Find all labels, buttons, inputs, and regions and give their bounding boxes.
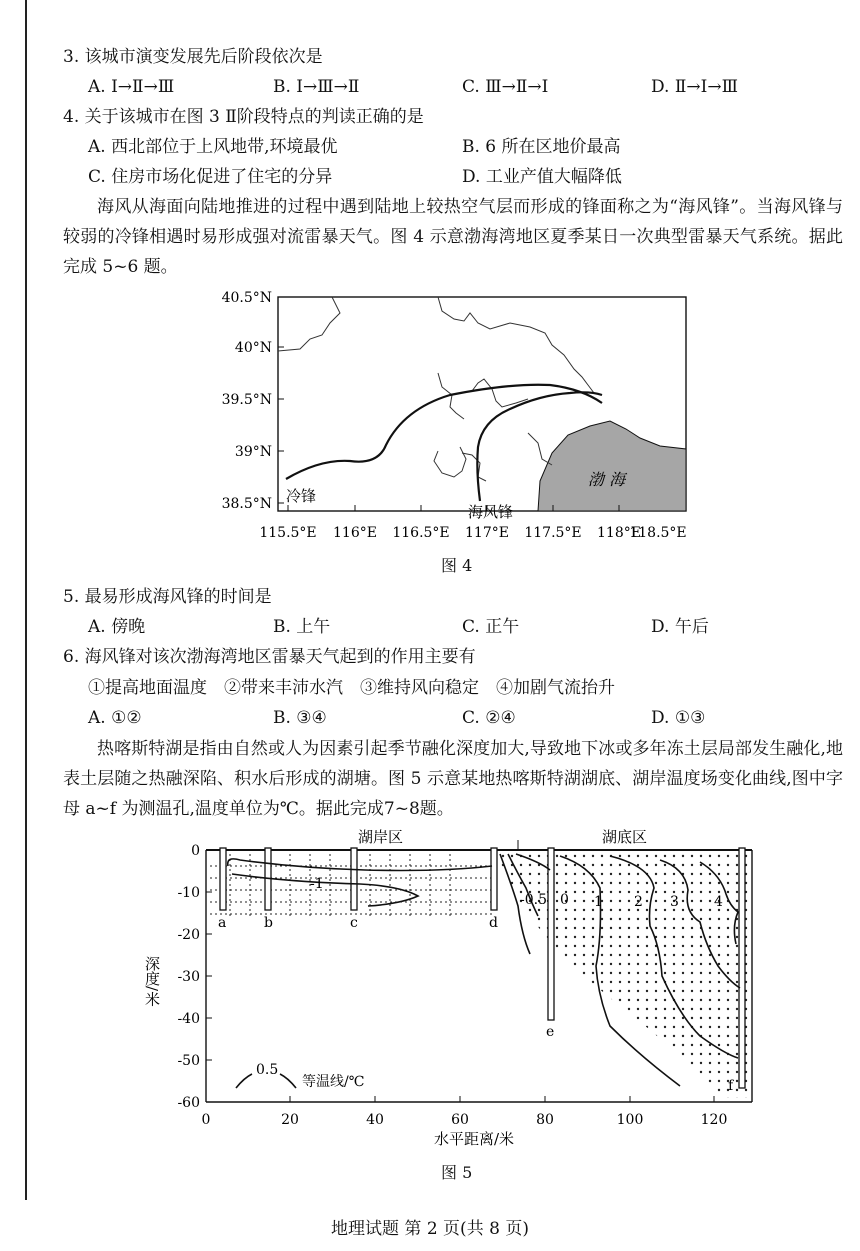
x-tick-label: 80	[536, 1112, 554, 1128]
legend-text: 等温线/℃	[302, 1074, 365, 1090]
isotherm-label: 4	[714, 894, 723, 910]
hole-label-d: d	[489, 915, 498, 931]
hole-label-f: f	[728, 1078, 734, 1094]
boundary-line	[438, 297, 594, 393]
y-tick-label: -60	[177, 1095, 200, 1111]
q3-stem: 3. 该城市演变发展先后阶段依次是	[63, 47, 323, 67]
hole-label-e: e	[546, 1024, 555, 1040]
y-tick-label: -10	[177, 885, 200, 901]
q4-option-a: A. 西北部位于上风地带,环境最优	[88, 137, 338, 157]
q5-option-a: A. 傍晚	[88, 617, 146, 637]
lake-bottom-zone	[500, 854, 752, 1098]
sea-breeze-front-label: 海风锋	[468, 503, 514, 521]
q4-stem: 4. 关于该城市在图 3 Ⅱ阶段特点的判读正确的是	[63, 107, 424, 127]
boundary-line	[278, 297, 340, 351]
figure-4-map	[210, 283, 700, 551]
isotherm-label: 0	[560, 892, 569, 908]
x-axis-label: 水平距离/米	[434, 1130, 515, 1148]
y-tick-label: -50	[177, 1053, 200, 1069]
isotherm-label: -0.5	[520, 892, 547, 908]
q4-option-b: B. 6 所在区地价最高	[462, 137, 621, 157]
q3-option-c: C. Ⅲ→Ⅱ→Ⅰ	[462, 77, 549, 97]
lon-label: 115.5°E	[259, 525, 317, 541]
lon-label: 118°E	[597, 525, 641, 541]
q5-option-d: D. 午后	[651, 617, 709, 637]
y-tick-label: -20	[177, 927, 200, 943]
x-tick-label: 0	[201, 1112, 211, 1128]
legend-value: 0.5	[256, 1062, 279, 1078]
hole-label-c: c	[350, 915, 358, 931]
q3-option-b: B. Ⅰ→Ⅲ→Ⅱ	[273, 77, 360, 97]
figure-5-caption: 图 5	[441, 1163, 473, 1182]
lon-label: 116.5°E	[392, 525, 450, 541]
boundary-line	[434, 447, 466, 477]
lat-label: 39.5°N	[221, 392, 272, 408]
lat-label: 38.5°N	[221, 496, 272, 512]
q6-option-a: A. ①②	[88, 708, 142, 728]
zone-shore-label: 湖岸区	[358, 828, 404, 846]
isotherm-label: 3	[670, 894, 679, 910]
intro-sea-breeze-text: 海风从海面向陆地推进的过程中遇到陆地上较热空气层而形成的锋面称之为“海风锋”。当海风锋与较弱的冷锋相遇时易形成强对流雷暴天气。图 4 示意渤海湾地区夏季某日一次典型雷暴天气系统。据此完成 5~6 题。	[63, 197, 843, 277]
isotherm-label: 2	[634, 894, 643, 910]
q4-option-c: C. 住房市场化促进了住宅的分异	[88, 167, 333, 187]
intro-thermokarst-text: 热喀斯特湖是指由自然或人为因素引起季节融化深度加大,导致地下冰或多年冻土层局部发生融化,地表土层随之热融深陷、积水后形成的湖塘。图 5 示意某地热喀斯特湖湖底、湖岸温度场变化曲线,图中字母 a~f 为测温孔,温度单位为℃。据此完成7~8题。	[63, 739, 843, 819]
borehole-e	[548, 848, 554, 1020]
isotherm-label: 1	[594, 894, 603, 910]
borehole-c	[351, 848, 357, 910]
lon-label: 116°E	[333, 525, 377, 541]
isotherm-legend	[236, 1062, 364, 1090]
q3-option-a: A. Ⅰ→Ⅱ→Ⅲ	[88, 77, 175, 97]
intro-thermokarst-lake	[63, 734, 843, 824]
zone-bottom-label: 湖底区	[602, 828, 648, 846]
q6-items: ①提高地面温度 ②带来丰沛水汽 ③维持风向稳定 ④加剧气流抬升	[88, 678, 615, 698]
figure-4-caption: 图 4	[441, 556, 473, 575]
y-tick-label: 0	[191, 843, 200, 859]
q5-option-b: B. 上午	[273, 617, 331, 637]
borehole-d	[491, 848, 497, 910]
figure-5-chart	[140, 826, 780, 1156]
hole-label-a: a	[218, 915, 227, 931]
boundary-line	[472, 379, 528, 407]
bohai-sea-label: 渤 海	[588, 470, 626, 489]
y-ticks	[177, 843, 212, 1111]
margin-line	[25, 0, 27, 1200]
x-tick-label: 40	[366, 1112, 384, 1128]
y-tick-label: -40	[177, 1011, 200, 1027]
q6-option-c: C. ②④	[462, 708, 516, 728]
q6-option-b: B. ③④	[273, 708, 327, 728]
intro-sea-breeze-front	[63, 192, 843, 282]
y-tick-label: -30	[177, 969, 200, 985]
lon-label: 117.5°E	[524, 525, 582, 541]
bohai-sea-area	[538, 421, 686, 511]
x-tick-label: 120	[700, 1112, 728, 1128]
q4-option-d: D. 工业产值大幅降低	[462, 167, 622, 187]
q6-option-d: D. ①③	[651, 708, 706, 728]
x-tick-label: 100	[616, 1112, 644, 1128]
lon-label: 118.5°E	[629, 525, 687, 541]
y-axis-label: 深度/米	[143, 956, 161, 1007]
latitude-axis	[222, 290, 284, 512]
q3-option-d: D. Ⅱ→Ⅰ→Ⅲ	[651, 77, 738, 97]
x-tick-label: 20	[281, 1112, 299, 1128]
boundary-line	[438, 373, 464, 419]
q5-stem: 5. 最易形成海风锋的时间是	[63, 587, 272, 607]
isotherm-label: -1	[310, 876, 324, 892]
borehole-a	[220, 848, 226, 910]
page-footer: 地理试题 第 2 页(共 8 页)	[331, 1219, 529, 1239]
hole-label-b: b	[264, 915, 273, 931]
q6-stem: 6. 海风锋对该次渤海湾地区雷暴天气起到的作用主要有	[63, 647, 476, 667]
lat-label: 39°N	[234, 444, 272, 460]
borehole-f	[739, 848, 745, 1088]
lat-label: 40°N	[234, 340, 272, 356]
q5-option-c: C. 正午	[462, 617, 520, 637]
x-ticks	[202, 1096, 728, 1128]
lat-label: 40.5°N	[221, 290, 272, 306]
cold-front-label: 冷锋	[286, 487, 317, 505]
lon-label: 117°E	[465, 525, 509, 541]
x-tick-label: 60	[451, 1112, 469, 1128]
